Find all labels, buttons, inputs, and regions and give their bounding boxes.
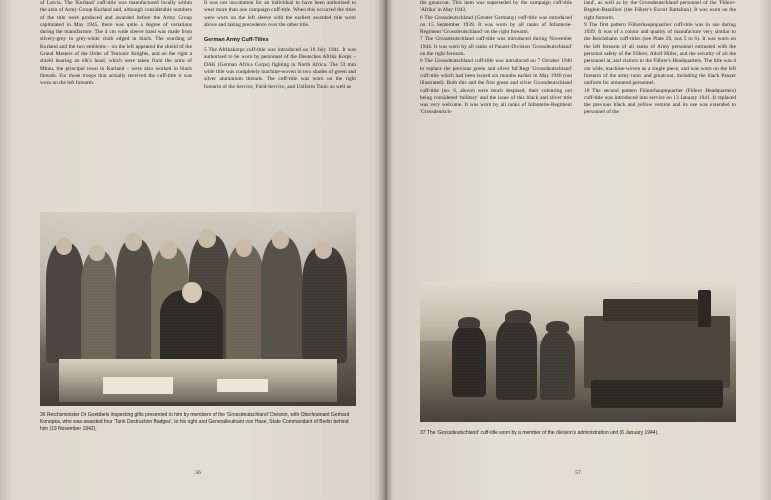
paragraph: 9 The first pattern Führerhauptquartier cuff-title was in use during 1939. It was of a colour and quality of manufacture very similar to the Reichsbahn cuff-titles (see Plate 29, nos 5 to 6). It was worn on the left forearm of all ranks of Army personnel entrusted with the personal safety of the Führer, Adolf Hitler, and the security of all the personnel at, and visitors to the Führer's Headquarters. The title was 4 cm wide, machine-woven as a single piece, and was worn on the left forearm of the army tunic and greatcoat, including the black Panzer uniform for armoured personnel. bbox=[584, 21, 736, 87]
photo-figure-head bbox=[160, 241, 176, 258]
section-subheading: German Army Cuff-Titles bbox=[204, 37, 269, 44]
photo-figure bbox=[116, 239, 154, 363]
photo-soldier-helmet bbox=[458, 317, 480, 328]
photo-figure-head bbox=[89, 245, 105, 261]
paragraph: 6 The Grossdeutschland (Greater Germany) cuff-title was introduced on 15 September 1939. It was worn by all ranks of Infanterie-Regiment 'Grossdeutschland' on the right forearm. bbox=[420, 14, 572, 36]
figure-36-caption: 36 Reichsminister Dr Goebbels inspecting gifts presented to him by members of the 'Grossdeutschland' Division, with Oberleutnant Gerhard Konopka, who was awarded four 'Tank Destruction Badges', to his right and Generalleutnant von Hase, State Commandant of Berlin behind him (19 November 1942). bbox=[40, 412, 350, 433]
photo-soldier bbox=[452, 324, 487, 397]
photo-figure-head bbox=[198, 229, 216, 248]
paragraph: 8 The Grossdeutschland cuff-title was introduced on 7 October 1940 to replace the previous green and silver Inf.Regt 'Grossdeutschland' cuff-title which had been issued six months earlier in May 1940 (not illustrated). Both this and the first green and silver Grossdeutschland cuff-title (no. 6, above) were much despised, their colouring not being considered 'military' and the issue of this black and silver title was very welcome. It was worn by all ranks of Infanterie-Regiment 'Grossdeutsch- bbox=[420, 58, 572, 116]
photo-figure bbox=[226, 245, 264, 363]
photo-vehicle-antenna bbox=[698, 290, 711, 326]
photo-vehicle-superstructure bbox=[603, 299, 698, 321]
figure-37-photograph bbox=[420, 282, 736, 422]
paragraph: the greatcoat. This item was superseded by the campaign cuff-title 'Afrika' in May 1943. bbox=[420, 0, 572, 14]
paragraph: 10 The second pattern Führerhauptquartier (Führer Headquarters) cuff-title was introduced into service on 13 January 1941. It replaced the previous black and yellow version and its use was extended to personnel of the bbox=[584, 87, 736, 116]
photo-paper bbox=[103, 377, 173, 394]
figure-37-caption: 37 The 'Grossdeutschland' cuff-title worn by a member of the division's administration unit (6 January 1944). bbox=[420, 430, 659, 436]
left-page-column-2 bbox=[204, 0, 356, 91]
photo-figure bbox=[81, 251, 116, 364]
photo-soldier bbox=[540, 330, 575, 400]
photo-vehicle-tracks bbox=[591, 380, 724, 408]
paragraph: of Latvia. The 'Kurland' cuff-title was manufactured locally within the area of Army Group Kurland and, although considerable numbers of the title were produced and awarded before the Army Group capitulated in May 1945, there was quite a degree of variations during the manufacture. The 4 cm wide sleeve band was made from silvery-grey to grey-white cloth edged in black. The wording of Kurland and the two emblems – on the left appeared the shield of the Grand Masters of the Order of Teutonic Knights, and on the right a shield bearing an elk's head, which were taken from the arms of Mitau, the principal town in Kurland – were also worked in black threads. For those troops that actually received the cuff-title it was worn on the left forearm. bbox=[40, 0, 192, 87]
photo-figure bbox=[261, 237, 302, 363]
photo-figure-head bbox=[315, 241, 332, 259]
paragraph: 5 The Afrikakorps cuff-title was introduced on 18 July 1941. It was authorised to be worn by personnel of the Deutsches Afrika Korps – DAK (German Africa Corps) fighting in North Africa. The 33 mm wide title was completely machine-woven in two shades of green and silver aluminium threads. The cuff-title was worn on the right forearm of the Service, Field-Service, and Uniform Tunic as well as bbox=[204, 47, 356, 90]
photo-soldier bbox=[496, 318, 537, 399]
photo-table bbox=[59, 359, 337, 402]
photo-figure-head bbox=[236, 239, 252, 256]
right-page-column-1 bbox=[420, 0, 572, 117]
photo-soldier-helmet bbox=[505, 310, 530, 323]
left-page-folio: 56 bbox=[195, 470, 201, 476]
paragraph: land', as well as by the Grossdeutschland personnel of the 'Führer-Begleit-Bataillon' (the Führer's Escort Battalion). It was worn on the right forearm. bbox=[584, 0, 736, 21]
paragraph: 7 The Grossdeutschland cuff-title was introduced during November 1944. It was worn by all ranks of Panzer-Division 'Grossdeutschland' on the right forearm. bbox=[420, 36, 572, 58]
photo-figure bbox=[46, 243, 84, 363]
right-page-folio: 57 bbox=[575, 470, 581, 476]
photo-paper bbox=[217, 379, 268, 393]
figure-36-photograph bbox=[40, 212, 356, 406]
photo-soldier-helmet bbox=[546, 321, 568, 332]
right-page-column-2 bbox=[584, 0, 736, 117]
left-page-column-1 bbox=[40, 0, 192, 88]
paragraph: It was not uncommon for an individual to have been authorised to wear more than one campaign cuff-title. When this occurred the titles were worn on the left sleeve with the earliest awarded title worn above and taking precedence over the other title. bbox=[204, 0, 356, 28]
photo-figure bbox=[302, 247, 346, 363]
photo-figure-head bbox=[56, 237, 72, 254]
